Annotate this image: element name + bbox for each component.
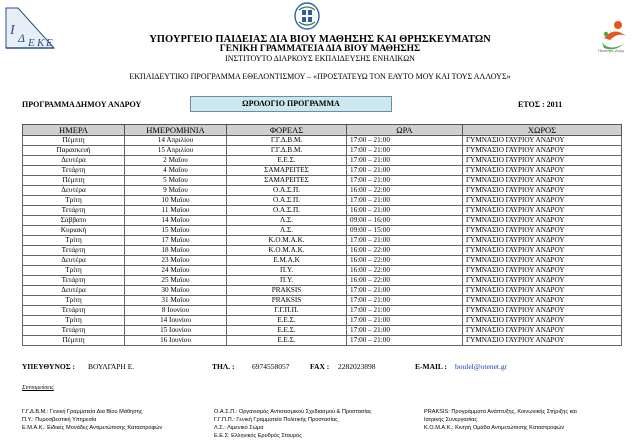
table-cell-organization: Ο.Α.Σ.Π.: [227, 186, 347, 196]
table-cell-day: Πέμπτη: [23, 336, 125, 346]
table-cell-date: 11 Μαΐου: [125, 206, 227, 216]
table-cell-time: 16:00 – 22:00: [347, 246, 463, 256]
table-cell-day: Δευτέρα: [23, 156, 125, 166]
table-cell-organization: ΣΑΜΑΡΕΙΤΕΣ: [227, 176, 347, 186]
table-cell-time: 17:00 – 21:00: [347, 306, 463, 316]
table-cell-day: Δευτέρα: [23, 286, 125, 296]
phone-label: ΤΗΛ. :: [212, 362, 235, 371]
table-cell-organization: Κ.Ο.Μ.Α.Κ.: [227, 246, 347, 256]
table-cell-time: 17:00 – 21:00: [347, 236, 463, 246]
table-cell-organization: Ε.Ε.Σ.: [227, 336, 347, 346]
table-row: [23, 276, 622, 286]
table-cell-date: 15 Απριλίου: [125, 146, 227, 156]
year-label: ΕΤΟΣ : 2011: [518, 100, 563, 109]
table-cell-organization: Γ.Γ.Δ.Β.Μ.: [227, 146, 347, 156]
table-cell-date: 8 Ιουνίου: [125, 306, 227, 316]
table-row: [23, 256, 622, 266]
table-cell-organization: Λ.Σ.: [227, 226, 347, 236]
table-cell-organization: Ε.Μ.Α.Κ: [227, 256, 347, 266]
table-cell-date: 15 Μαΐου: [125, 226, 227, 236]
table-cell-day: Τρίτη: [23, 196, 125, 206]
table-cell-day: Τετάρτη: [23, 166, 125, 176]
table-cell-date: 14 Μαΐου: [125, 216, 227, 226]
email-label: E-MAIL :: [415, 362, 447, 371]
table-cell-place: ΓΥΜΝΑΣΙΟ ΓΑΥΡΙΟΥ ΑΝΔΡΟΥ: [463, 166, 622, 176]
schedule-title: ΩΡΟΛΟΓΙΟ ΠΡΟΓΡΑΜΜΑ: [190, 96, 392, 112]
table-cell-organization: Γ.Γ.Π.Π.: [227, 306, 347, 316]
table-cell-date: 17 Μαΐου: [125, 236, 227, 246]
abbr-item: Κ.Ο.Μ.Α.Κ.: Κινητή Ομάδα Αντιμετώπισης Καταστροφών: [424, 425, 565, 431]
table-row: [23, 316, 622, 326]
table-cell-organization: PRAKSIS: [227, 296, 347, 306]
table-header-row: [23, 125, 622, 136]
svg-text:Κ: Κ: [37, 37, 45, 49]
table-row: [23, 136, 622, 146]
table-row: [23, 246, 622, 256]
table-cell-day: Κυριακή: [23, 226, 125, 236]
ministry-title: ΥΠΟΥΡΓΕΙΟ ΠΑΙΔΕΙΑΣ ΔΙΑ ΒΙΟΥ ΜΑΘΗΣΗΣ ΚΑΙ ΘΡΗΣΚΕΥΜΑΤΩΝ: [149, 34, 491, 45]
table-cell-organization: Ε.Ε.Σ.: [227, 326, 347, 336]
table-cell-day: Τετάρτη: [23, 246, 125, 256]
program-title: ΕΚΠΑΙΔΕΥΤΙΚΟ ΠΡΟΓΡΑΜΜΑ ΕΘΕΛΟΝΤΙΣΜΟΥ – «ΠΡΟΣΤΑΤΕΥΩ ΤΟΝ ΕΑΥΤΟ ΜΟΥ ΚΑΙ ΤΟΥΣ ΑΛΛΟΥΣ»: [129, 72, 511, 81]
table-cell-day: Τρίτη: [23, 236, 125, 246]
table-row: [23, 206, 622, 216]
responsible-name: ΒΟΥΛΓΑΡΗ Ε.: [88, 362, 135, 371]
table-cell-day: Τετάρτη: [23, 306, 125, 316]
table-cell-date: 23 Μαΐου: [125, 256, 227, 266]
table-cell-time: 09:00 – 16:00: [347, 216, 463, 226]
table-cell-date: 14 Ιουνίου: [125, 316, 227, 326]
table-cell-organization: Γ.Γ.Δ.Β.Μ.: [227, 136, 347, 146]
table-cell-day: Τετάρτη: [23, 326, 125, 336]
table-cell-date: 25 Μαΐου: [125, 276, 227, 286]
table-cell-date: 14 Απριλίου: [125, 136, 227, 146]
table-cell-date: 2 Μαΐου: [125, 156, 227, 166]
table-cell-place: ΓΥΜΝΑΣΙΟ ΓΑΥΡΙΟΥ ΑΝΔΡΟΥ: [463, 146, 622, 156]
table-cell-place: ΓΥΜΝΑΣΙΟ ΓΑΥΡΙΟΥ ΑΝΔΡΟΥ: [463, 196, 622, 206]
table-cell-day: Τετάρτη: [23, 276, 125, 286]
table-cell-organization: PRAKSIS: [227, 286, 347, 296]
table-cell-day: Τρίτη: [23, 296, 125, 306]
table-cell-date: 10 Μαΐου: [125, 196, 227, 206]
table-cell-place: ΓΥΜΝΑΣΙΟ ΓΑΥΡΙΟΥ ΑΝΔΡΟΥ: [463, 296, 622, 306]
table-row: [23, 186, 622, 196]
table-cell-place: ΓΥΜΝΑΣΙΟ ΓΑΥΡΙΟΥ ΑΝΔΡΟΥ: [463, 276, 622, 286]
institute-title: ΙΝΣΤΙΤΟΥΤΟ ΔΙΑΡΚΟΥΣ ΕΚΠΑΙΔΕΥΣΗΣ ΕΝΗΛΙΚΩΝ: [225, 54, 415, 63]
table-cell-day: Τρίτη: [23, 316, 125, 326]
svg-text:Δ: Δ: [18, 31, 26, 45]
table-cell-time: 17:00 – 21:00: [347, 296, 463, 306]
table-cell-place: ΓΥΜΝΑΣΙΟ ΓΑΥΡΙΟΥ ΑΝΔΡΟΥ: [463, 256, 622, 266]
table-cell-organization: Π.Υ.: [227, 266, 347, 276]
table-cell-place: ΓΥΜΝΑΣΙΟ ΓΑΥΡΙΟΥ ΑΝΔΡΟΥ: [463, 286, 622, 296]
column-header-organization: ΦΟΡΕΑΣ: [227, 125, 347, 136]
table-cell-place: ΓΥΜΝΑΣΙΟ ΓΑΥΡΙΟΥ ΑΝΔΡΟΥ: [463, 186, 622, 196]
table-cell-time: 17:00 – 21:00: [347, 146, 463, 156]
table-cell-organization: Ε.Ε.Σ.: [227, 156, 347, 166]
column-header-place: ΧΩΡΟΣ: [463, 125, 622, 136]
responsible-label: ΥΠΕΥΘΥΝΟΣ :: [22, 362, 75, 371]
table-cell-place: ΓΥΜΝΑΣΙΟ ΓΑΥΡΙΟΥ ΑΝΔΡΟΥ: [463, 306, 622, 316]
abbr-item: Ε.Ε.Σ: Ελληνικός Ερυθρός Σταυρός: [214, 433, 302, 439]
table-cell-time: 09:00 – 15:00: [347, 226, 463, 236]
table-cell-place: ΓΥΜΝΑΣΙΟ ΓΑΥΡΙΟΥ ΑΝΔΡΟΥ: [463, 216, 622, 226]
abbreviations-title: Συντομεύσεις: [22, 385, 54, 391]
table-row: [23, 326, 622, 336]
table-row: [23, 156, 622, 166]
table-cell-date: 9 Μαΐου: [125, 186, 227, 196]
table-row: [23, 216, 622, 226]
abbr-item: Ο.Α.Σ.Π.: Οργανισμός Αντισεισμικού Σχεδιασμού & Προστασίας: [214, 409, 372, 415]
table-row: [23, 196, 622, 206]
table-cell-place: ΓΥΜΝΑΣΙΟ ΓΑΥΡΙΟΥ ΑΝΔΡΟΥ: [463, 206, 622, 216]
table-cell-time: 17:00 – 21:00: [347, 326, 463, 336]
table-cell-date: 16 Ιουνίου: [125, 336, 227, 346]
column-header-date: ΗΜΕΡΟΜΗΝΙΑ: [125, 125, 227, 136]
table-cell-day: Πέμπτη: [23, 176, 125, 186]
table-row: [23, 336, 622, 346]
table-cell-place: ΓΥΜΝΑΣΙΟ ΓΑΥΡΙΟΥ ΑΝΔΡΟΥ: [463, 246, 622, 256]
table-cell-time: 17:00 – 21:00: [347, 336, 463, 346]
table-cell-place: ΓΥΜΝΑΣΙΟ ΓΑΥΡΙΟΥ ΑΝΔΡΟΥ: [463, 156, 622, 166]
table-cell-place: ΓΥΜΝΑΣΙΟ ΓΑΥΡΙΟΥ ΑΝΔΡΟΥ: [463, 336, 622, 346]
table-cell-time: 17:00 – 21:00: [347, 196, 463, 206]
table-cell-place: ΓΥΜΝΑΣΙΟ ΓΑΥΡΙΟΥ ΑΝΔΡΟΥ: [463, 136, 622, 146]
table-cell-day: Παρασκευή: [23, 146, 125, 156]
table-cell-organization: Ο.Α.Σ.Π.: [227, 196, 347, 206]
svg-text:Ι: Ι: [10, 23, 15, 38]
abbr-item: Γ.Γ.Δ.Β.Μ.: Γενική Γραμματεία Δια Βίου Μάθησης: [22, 409, 143, 415]
abbr-item: Ε.Μ.Α.Κ.: Ειδικές Μονάδες Αντιμετώπισης Καταστροφών: [22, 425, 163, 431]
abbr-item: Γ.Γ.Π.Π.: Γενική Γραμματεία Πολιτικής Προστασίας: [214, 417, 338, 423]
table-cell-date: 30 Μαΐου: [125, 286, 227, 296]
column-header-day: ΗΜΕΡΑ: [23, 125, 125, 136]
greek-emblem-icon: [294, 2, 320, 30]
table-cell-time: 16:00 – 21:00: [347, 206, 463, 216]
abbr-item: Λ.Σ.: Λιμενικό Σώμα: [214, 425, 264, 431]
table-cell-date: 18 Μαΐου: [125, 246, 227, 256]
abbr-item: PRAKSIS: Προγράμματα Ανάπτυξης, Κοινωνικής Στήριξης και: [424, 409, 577, 415]
logo-right-caption: Ποιότητα Ζωής: [598, 48, 625, 53]
fax-label: FAX :: [310, 362, 330, 371]
table-cell-time: 17:00 – 21:00: [347, 176, 463, 186]
table-cell-date: 5 Μαΐου: [125, 176, 227, 186]
column-header-time: ΩΡΑ: [347, 125, 463, 136]
table-cell-time: 16:00 – 22:00: [347, 256, 463, 266]
table-row: [23, 226, 622, 236]
table-cell-time: 17:00 – 21:00: [347, 316, 463, 326]
table-cell-day: Σάββατο: [23, 216, 125, 226]
table-cell-date: 24 Μαΐου: [125, 266, 227, 276]
table-row: [23, 176, 622, 186]
email-link[interactable]: boulel@otenet.gr: [455, 362, 508, 371]
table-cell-time: 17:00 – 21:00: [347, 136, 463, 146]
table-cell-date: 4 Μαΐου: [125, 166, 227, 176]
table-cell-place: ΓΥΜΝΑΣΙΟ ΓΑΥΡΙΟΥ ΑΝΔΡΟΥ: [463, 266, 622, 276]
table-cell-time: 17:00 – 21:00: [347, 166, 463, 176]
table-cell-day: Δευτέρα: [23, 256, 125, 266]
table-cell-date: 15 Ιουνίου: [125, 326, 227, 336]
municipality-program-label: ΠΡΟΓΡΑΜΜΑ ΔΗΜΟΥ ΑΝΔΡΟΥ: [22, 100, 142, 109]
table-cell-day: Τρίτη: [23, 266, 125, 276]
table-cell-organization: Λ.Σ.: [227, 216, 347, 226]
table-row: [23, 236, 622, 246]
abbr-item: Ιατρικής Συνεργασίας: [424, 417, 478, 423]
table-cell-day: Τετάρτη: [23, 206, 125, 216]
abbr-item: Π.Υ.: Πυροσβεστική Υπηρεσία: [22, 417, 97, 423]
table-row: [23, 306, 622, 316]
table-cell-organization: Π.Υ.: [227, 276, 347, 286]
table-row: [23, 146, 622, 156]
fax-value: 2282023898: [338, 362, 376, 371]
table-cell-time: 17:00 – 21:00: [347, 156, 463, 166]
table-cell-time: 16:00 – 22:00: [347, 186, 463, 196]
table-cell-place: ΓΥΜΝΑΣΙΟ ΓΑΥΡΙΟΥ ΑΝΔΡΟΥ: [463, 326, 622, 336]
svg-text:Ε: Ε: [28, 37, 35, 49]
table-cell-day: Δευτέρα: [23, 186, 125, 196]
table-cell-date: 31 Μαΐου: [125, 296, 227, 306]
table-row: [23, 266, 622, 276]
table-cell-place: ΓΥΜΝΑΣΙΟ ΓΑΥΡΙΟΥ ΑΝΔΡΟΥ: [463, 176, 622, 186]
table-cell-time: 16:00 – 22:00: [347, 276, 463, 286]
table-cell-place: ΓΥΜΝΑΣΙΟ ΓΑΥΡΙΟΥ ΑΝΔΡΟΥ: [463, 316, 622, 326]
table-row: [23, 286, 622, 296]
table-cell-time: 17:00 – 21:00: [347, 286, 463, 296]
phone-value: 6974558057: [252, 362, 290, 371]
table-row: [23, 166, 622, 176]
schedule-table: [22, 124, 622, 346]
svg-text:Ε: Ε: [46, 37, 53, 49]
secretariat-title: ΓΕΝΙΚΗ ΓΡΑΜΜΑΤΕΙΑ ΔΙΑ ΒΙΟΥ ΜΑΘΗΣΗΣ: [219, 44, 421, 54]
table-cell-place: ΓΥΜΝΑΣΙΟ ΓΑΥΡΙΟΥ ΑΝΔΡΟΥ: [463, 226, 622, 236]
table-cell-day: Πέμπτη: [23, 136, 125, 146]
table-cell-organization: Κ.Ο.Μ.Α.Κ.: [227, 236, 347, 246]
table-cell-organization: Ε.Ε.Σ.: [227, 316, 347, 326]
table-cell-organization: Ο.Α.Σ.Π.: [227, 206, 347, 216]
table-cell-time: 16:00 – 22:00: [347, 266, 463, 276]
table-cell-organization: ΣΑΜΑΡΕΙΤΕΣ: [227, 166, 347, 176]
table-row: [23, 296, 622, 306]
table-cell-place: ΓΥΜΝΑΣΙΟ ΓΑΥΡΙΟΥ ΑΝΔΡΟΥ: [463, 236, 622, 246]
